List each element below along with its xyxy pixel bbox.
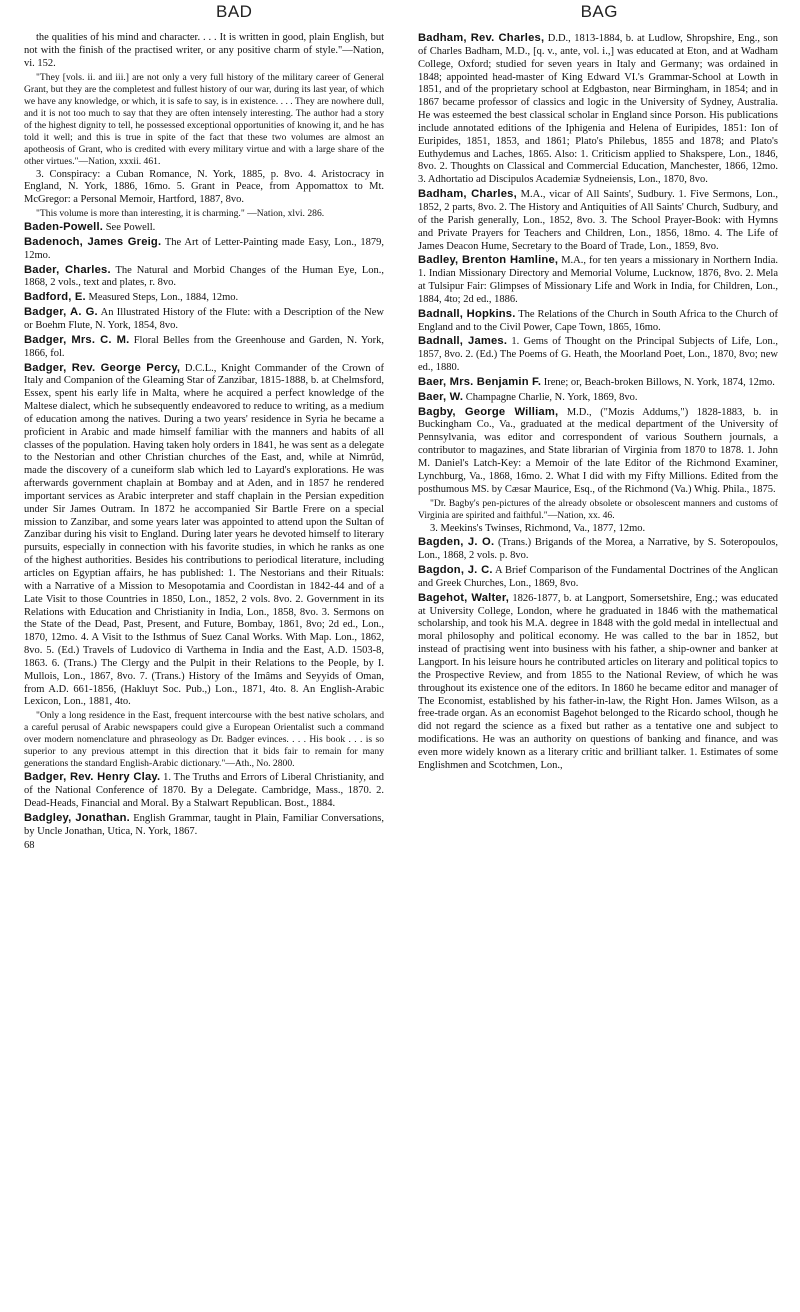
dictionary-entry (418, 564, 778, 591)
entry-headword: Bagby, George William, (418, 405, 559, 418)
entry-body: 1. The Truths and Errors of Liberal Christianity, and of the National Conference of 1870. By a Delegate. Cambridge, Mass., 1870. 2. Dead-Heads, Financial and Moral. By a Stalwart Republican. Bost., 1884. (24, 772, 384, 809)
dictionary-entry (24, 291, 384, 305)
entry-body: The Art of Letter-Painting made Easy, Lon., 1879, 12mo. (24, 236, 384, 261)
header-right-guide-word: BAG (580, 2, 618, 21)
dictionary-entry (418, 391, 778, 405)
entry-headword: Baden-Powell. (24, 221, 104, 234)
page-number: 68 (24, 839, 35, 851)
left-column (24, 32, 384, 852)
dictionary-entry (24, 264, 384, 291)
text-columns (24, 32, 778, 852)
dictionary-entry (418, 406, 778, 497)
dictionary-entry (418, 335, 778, 375)
entry-continuation: 3. Conspiracy: a Cuban Romance, N. York, 1885, p. 8vo. 4. Aristocracy in England, N. York, 1886, 16mo. 5. Grant in Peace, from Appomattox to Mt. McGregor: a Personal Memoir, Hartford, 1887, 8vo. (24, 168, 384, 206)
entry-body: Irene; or, Beach-broken Billows, N. York, 1874, 12mo. (543, 376, 775, 388)
entry-headword: Badham, Charles, (418, 188, 517, 201)
dictionary-entry (418, 308, 778, 335)
entry-body: English Grammar, taught in Plain, Familiar Conversations, by Uncle Jonathan, Utica, N. York, 1867. (24, 812, 385, 837)
entry-body: M.A., vicar of All Saints', Sudbury. 1. Five Sermons, Lon., 1852, 2 parts, 8vo. 2. The History and Antiquities of All Saints' Church, Sudbury, and of the Parish generally, Lon., 1852, 8vo. 3. The School Prayer-Book: with Hymns and Private Prayers for Teachers and Children, Lon., 1856, 18mo. 4. The Life of James Deacon Hume, Secretary to the Board of Trade, Lon., 1859, 8vo. (418, 189, 778, 252)
dictionary-entry (24, 306, 384, 333)
review-quote: "This volume is more than interesting, it is charming." —Nation, xlvi. 286. (36, 208, 325, 220)
dictionary-entry (418, 32, 778, 187)
entry-body: D.D., 1813-1884, b. at Ludlow, Shropshire, Eng., son of Charles Badham, M.D., [q. v., ante, vol. i.,] was educated at Eton, and at Wadham College, Oxford; studied for seven years in Italy and Germany; was ordained in 1848; appointed head-master of King Edward VI.'s Grammar-School at Lowth in 1851, and of the proprietary school at Edgbaston, near Birmingham, in 1854; and in 1867 became professor of classics and logic in the University of Sydney, Australia. He was esteemed the best classical scholar in England since Porson. His publications include annotated editions of the Iphigenia and Helena of Euripides, 1851: Ion of Euripides, 1851, 1853, and 1861; Plato's Philebus, 1855 and 1878; and Plato's Euthydemus and Laches, 1865. Also: 1. Criticism applied to Shakspere, Lon., 1846, 8vo. 2. Thoughts on Classical and Commercial Education, Manchester, 1866, 12mo. 3. Adhortatio ad Discipulos Academiæ Sydneiensis, Lon., 1870, 8vo. (418, 33, 778, 186)
entry-body: The Relations of the Church in South Africa to the Church of England and to the Civil Power, Cape Town, 1865, 16mo. (418, 308, 778, 333)
dictionary-entry (418, 188, 778, 253)
entry-headword: Badnall, James. (418, 335, 508, 348)
dictionary-entry (418, 592, 778, 773)
entry-body: The Natural and Morbid Changes of the Human Eye, Lon., 1868, 2 vols., text and plates, r. 8vo. (24, 264, 384, 289)
dictionary-entry (24, 771, 384, 811)
entry-headword: Badger, Rev. Henry Clay. (24, 771, 161, 784)
entry-body: (Trans.) Brigands of the Morea, a Narrative, by S. Soteropoulos, Lon., 1868, 2 vols. p. 8vo. (418, 537, 779, 562)
entry-headword: Badger, Mrs. C. M. (24, 333, 130, 346)
entry-headword: Bader, Charles. (24, 263, 111, 276)
running-header (24, 2, 778, 26)
entry-headword: Bagden, J. O. (418, 536, 495, 549)
dictionary-entry (24, 334, 384, 361)
dictionary-entry (418, 376, 778, 390)
entry-headword: Badger, Rev. George Percy, (24, 361, 181, 374)
review-quote: "Dr. Bagby's pen-pictures of the already obsolete or obsolescent manners and customs of Virginia are spirited and faithful."—Nation, xx. 46. (418, 497, 778, 521)
entry-body: D.C.L., Knight Commander of the Crown of Italy and Companion of the Gleaming Star of Zanzibar, 1815-1888, b. at Chelmsford, Essex, spent his early life in Malta, where he acquired a perfect knowledge of the Maltese dialect, which he subsequently endeavored to reduce to writing, as a medium of education among the natives. During a two years' residence in Syria he became a proficient in Arabic and made himself familiar with the manners and habits of all classes of the population. Having taken holy orders in 1841, he was sent as a delegate to the Nestorian and other Christian churches of the East, and, while at Nimrûd, made the discovery of a cuneiform slab which led to Layard's explorations. He was afterwards government chaplain at Bombay and at Aden, and in 1857 he rendered important services as Arabic interpreter and staff chaplain in the Persian expedition under Sir James Outram. In 1872 he accompanied Sir Bartle Frere on a special mission to Zanzibar, and some years later was appointed to attend upon the Sultan of Zanzibar during his visit to England. During later years he devoted himself to literary pursuits, especially in connection with his favorite studies, in which he ranks as one of the highest authorities. Besides his contributions to periodical literature, including articles on Egyptian affairs, he has published: 1. The Nestorians and their Rituals: with a Narrative of a Mission to Mesopotamia and Coordistan in 1842-44 and of a Late Visit to those Countries in 1850, Lon., 1852, 2 vols. 8vo. 2. Government in its Relations with Education and Christianity in India, Lon., 1858, 8vo. 3. Sermons on the State of the Dead, Past, Present, and Future, Bombay, 1861, 8vo; 2d ed., Lon., 1870, 12mo. 4. A Visit to the Isthmus of Suez Canal Works. With Map. Lon., 1862, 8vo. 5. (Ed.) Travels of Ludovico di Varthema in India and the East, A.D. 1503-8, 1863. 6. (Trans.) The Clergy and the Pulpit in their Relations to the People, by I. Mullois, Lon., 1867, 8vo. 7. (Trans.) History of the Imâms and Seyyids of Oman, from A.D. 661-1856, (Hakluyt Soc. Pub.,) Lon., 1871, 4to. 8. An English-Arabic Lexicon, Lon., 1881, 4to. (24, 362, 384, 708)
entry-body: See Powell. (105, 222, 156, 234)
entry-headword: Baer, Mrs. Benjamin F. (418, 375, 542, 388)
entry-headword: Baer, W. (418, 390, 464, 403)
dictionary-entry (418, 254, 778, 306)
review-quote: "Only a long residence in the East, frequent intercourse with the best native scholars, and a careful perusal of Arabic newspapers could give a European Orientalist such a command over modern nomenclature and phraseology as Dr. Badger evinces. . . . His book . . . is so superior to any previous attempt in this direction that it bids fair to remain for many generations the standard English-Arabic dictionary."—Ath., No. 2800. (24, 710, 384, 770)
dictionary-entry (24, 362, 384, 710)
entry-body: 1. Gems of Thought on the Principal Subjects of Life, Lon., 1857, 8vo. 2. (Ed.) The Poems of G. Heath, the Moorland Poet, Lon., 1870, 8vo; new ed., 1880. (418, 336, 778, 374)
entry-continuation: 3. Meekins's Twinses, Richmond, Va., 1877, 12mo. (430, 522, 646, 534)
dictionary-entry (418, 536, 778, 563)
entry-body: Floral Belles from the Greenhouse and Garden, N. York, 1866, fol. (24, 334, 385, 359)
right-column (418, 32, 778, 852)
entry-body: M.D., ("Mozis Addums,") 1828-1883, b. in Buckingham Co., Va., graduated at the medical department of the University of Pennsylvania, was editor and correspondent of various Southern journals, a contributor to magazines, and State librarian of Virginia from 1870 to 1878. 1. John M. Daniel's Latch-Key: a Memoir of the late Editor of the Richmond Examiner, Lynchburg, Va., 1868, 16mo. 2. What I did with my Fifty Millions. Edited from the posthumous MS. by Cæsar Maurice, Esq., of the Richmond (Va.) Whig. Phila., 1875. (418, 406, 779, 495)
entry-body: An Illustrated History of the Flute: with a Description of the New or Boehm Flute, N. York, 1854, 8vo. (24, 307, 385, 331)
entry-headword: Badnall, Hopkins. (418, 307, 516, 320)
dictionary-entry (24, 812, 384, 839)
entry-body: 1826-1877, b. at Langport, Somersetshire, Eng.; was educated at University College, London, where he graduated in 1846 with the mathematical scholarship, and took his M.A. degree in 1848 with the gold medal in intellectual and moral philosophy and political economy. He was called to the bar in 1852, but instead of practising went into business with his father, a ship-owner and banker at Langport. In his leisure hours he contributed articles on literary and political topics to the Prospective Review, and from 1855 to the National Review, of which he was throughout its existence one of the editors. In 1860 he became editor and manager of The Economist, established by his father-in-law, the Right Hon. James Wilson, as a free-trade organ. As an economist Bagehot belonged to the Ricardo school, though he did not regard the science as a fixed but rather as a tentative one and subject to modifications. He was an authority on questions of banking and finance, and was even more widely known as a literary critic and brilliant talker. 1. Estimates of some Englishmen and Scotchmen, Lon., (418, 592, 778, 771)
entry-body: M.A., for ten years a missionary in Northern India. 1. Indian Missionary Directory and Memorial Volume, Lucknow, 1876, 8vo. 2. Mela at Tulsipur Fair: Glimpses of Missionary Life and Work in India, for Children, Lon., 1884, 4to; 2d ed., 1886. (418, 255, 779, 305)
entry-headword: Badford, E. (24, 291, 86, 304)
entry-body: A Brief Comparison of the Fundamental Doctrines of the Anglican and Greek Churches, Lon., 1869, 8vo. (418, 565, 778, 589)
entry-headword: Bagdon, J. C. (418, 564, 493, 577)
entry-body: Measured Steps, Lon., 1884, 12mo. (88, 292, 239, 304)
dictionary-entry (24, 236, 384, 263)
header-left-guide-word: BAD (216, 2, 253, 21)
entry-continuation: the qualities of his mind and character. . . . It is written in good, plain English, but not with the finish of the practised writer, or any positive charm of style."—Nation, vi. 152. (24, 32, 384, 69)
entry-headword: Badger, A. G. (24, 306, 98, 319)
entry-headword: Badgley, Jonathan. (24, 811, 130, 824)
entry-headword: Badham, Rev. Charles, (418, 32, 545, 44)
entry-headword: Badley, Brenton Hamline, (418, 254, 559, 267)
review-quote: "They [vols. ii. and iii.] are not only a very full history of the military career of General Grant, but they are the completest and fullest history of our war, during its last year, of which we have any knowledge, or which, it is safe to say, is in existence. . . . They are nowhere dull, and it is not too much to say that they are often intensely interesting. The author had a story of the highest dignity to tell, he possessed exceptional opportunities of knowing it, and he has told it well; and this is true in spite of the fact that these two volumes are almost an apotheosis of Grant, who is credited with every military virtue and with a large share of the other virtues."—Nation, xxxii. 461. (24, 71, 384, 167)
dictionary-entry (24, 221, 384, 235)
entry-headword: Badenoch, James Greig. (24, 235, 162, 248)
entry-body: Champagne Charlie, N. York, 1869, 8vo. (465, 391, 638, 403)
entry-headword: Bagehot, Walter, (418, 591, 510, 604)
